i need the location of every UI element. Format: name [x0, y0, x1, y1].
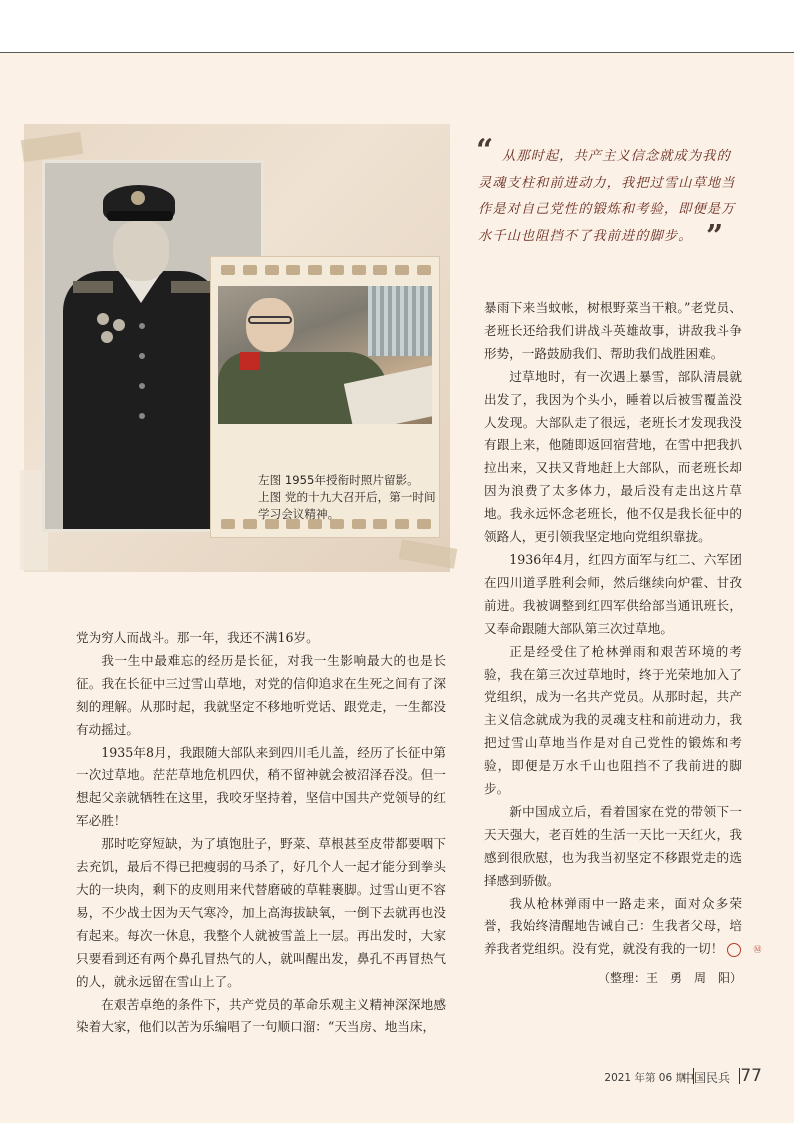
photo-caption — [258, 472, 444, 523]
paragraph: 1935年8月，我跟随大部队来到四川毛儿盖，经历了长征中第一次过草地。茫茫草地危机四伏，稍不留神就会被沼泽吞没。但一想起父亲就牺牲在这里，我咬牙坚持着，坚信中国共产党领导的红军必胜！ — [76, 744, 446, 829]
paragraph: 在艰苦卓绝的条件下，共产党员的革命乐观主义精神深深地感染着大家，他们以苦为乐编唱了一句顺口溜：“天当房、地当床， — [76, 996, 446, 1035]
caption-line-top-photo: 上图 党的十九大召开后，第一时间学习会议精神。 — [258, 490, 436, 521]
header-rule — [0, 52, 794, 53]
collar-insignia — [240, 352, 260, 370]
button — [139, 353, 145, 359]
epaulet — [73, 281, 113, 293]
caption-line-left-photo: 左图 1955年授衔时照片留影。 — [258, 473, 419, 487]
paragraph: 新中国成立后，看着国家在党的带领下一天天强大，老百姓的生活一天比一天红火，我感到很欣慰，也为我当初坚定不移跟党走的选择感到骄傲。 — [484, 803, 742, 888]
paragraph: 党为穷人而战斗。那一年，我还不满16岁。 — [76, 630, 319, 645]
page-footer — [560, 1066, 760, 1088]
cap-brim — [107, 211, 173, 221]
paragraph: 1936年4月，红四方面军与红二、六军团在四川道孚胜利会师，然后继续向炉霍、甘孜前进。我被调整到红四军供给部当通讯班长，又奉命跟随大部队第三次过草地。 — [484, 551, 742, 636]
glasses — [248, 316, 292, 324]
medal — [113, 319, 125, 331]
paragraph: 暴雨下来当蚊帐，树根野菜当干粮。”老党员、老班长还给我们讲战斗英雄故事，讲敌我斗争形势，一路鼓励我们、帮助我们战胜困难。 — [484, 300, 742, 361]
face — [246, 298, 294, 352]
paragraph: 正是经受住了枪林弹雨和艰苦环境的考验，我在第三次过草地时，终于光荣地加入了党组织，成为一名共产党员。从那时起，共产主义信念就成为我的灵魂支柱和前进动力，我把过雪山草地当作是对自己党性的锻炼和考验，即便是万水千山也阻挡不了我前进的脚步。 — [484, 643, 742, 797]
article-column-left — [76, 627, 446, 1039]
cap-badge — [131, 191, 145, 205]
paragraph: 那时吃穿短缺，为了填饱肚子，野菜、草根甚至皮带都要咽下去充饥，最后不得已把瘦弱的马杀了，好几个人一起才能分到拳头大的一块肉，剩下的皮则用来代替磨破的草鞋裹脚。过雪山更不容易，不少战士因为天气寒冷，加上高海拔缺氧，一倒下去就再也没有起来。每次一休息，我整个人就被雪盖上一层。再出发时，大家只要看到还有两个鼻孔冒热气的人，就叫醒出发，鼻孔不再冒热气的人，就永远留在雪山上了。 — [76, 836, 446, 989]
window — [368, 286, 432, 356]
editor-credit: （整理：王 勇 周 阳） — [597, 971, 742, 986]
article-column-right — [484, 297, 762, 990]
quote-open-icon: “ — [476, 133, 494, 168]
button — [139, 383, 145, 389]
study-meeting-photo — [218, 286, 432, 424]
epaulet — [171, 281, 211, 293]
uniform — [63, 271, 221, 532]
header-band — [0, 0, 794, 52]
issue-number: 2021 年第 06 期 — [604, 1072, 686, 1084]
button — [139, 413, 145, 419]
medal — [101, 331, 113, 343]
magazine-name: 中国民兵 — [681, 1071, 730, 1085]
medal — [97, 313, 109, 325]
face — [113, 221, 169, 281]
film-sprockets-top — [221, 265, 431, 277]
button — [139, 323, 145, 329]
quote-close-icon: ” — [706, 219, 724, 254]
pull-quote: 从那时起，共产主义信念就成为我的灵魂支柱和前进动力，我把过雪山草地当作是对自己党性的锻炼和考验，即便是万水千山也阻挡不了我前进的脚步。 — [478, 149, 736, 244]
closing-paragraph-text: 我从枪林弹雨中一路走来，面对众多荣誉，我始终清醒地告诫自己：生我者父母，培养我者党组织。没有党，就没有我的一切！ — [484, 895, 742, 957]
paragraph: 我一生中最难忘的经历是长征，对我一生影响最大的也是长征。我在长征中三过雪山草地，对党的信仰追求在生死之间有了深刻的理解。从那时起，我就坚定不移地听党话、跟党走，一生都没有动摇过。 — [76, 652, 446, 737]
paragraph: 过草地时，有一次遇上暴雪，部队清晨就出发了，我因为个头小，睡着以后被雪覆盖没人发现。大部队走了很远，老班长才发现我没有跟上来，他随即返回宿营地，在雪中把我扒拉出来，又扶又背地赶上大部队，而老班长却因为浪费了太多体力，最后没有走出这片草地。我永远怀念老班长，他不仅是我长征中的领路人，更引领我坚定地向党组织靠拢。 — [484, 368, 742, 545]
magazine-end-mark-icon: Ⓜ — [727, 943, 741, 957]
paragraph — [484, 893, 762, 962]
page-number: 77 — [740, 1066, 762, 1086]
